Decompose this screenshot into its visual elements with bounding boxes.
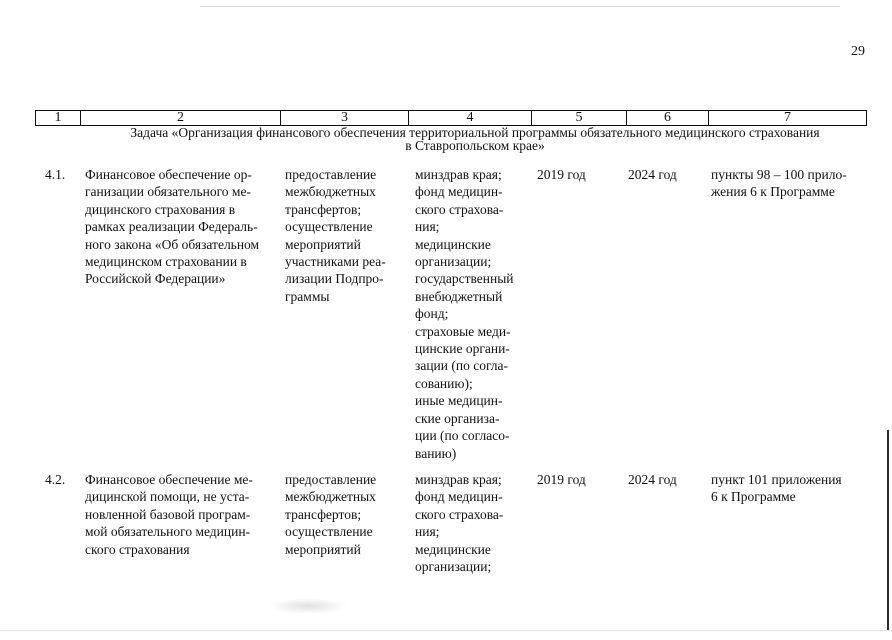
measure-indicators: пункт 101 приложения 6 к Программе xyxy=(711,472,842,505)
column-number-2: 2 xyxy=(81,111,281,126)
column-number-4: 4 xyxy=(409,111,532,126)
end-year: 2024 год xyxy=(628,472,677,487)
column-number-3: 3 xyxy=(281,111,409,126)
scan-smudge xyxy=(268,598,348,614)
measure-executors: минздрав края; фонд медицин- ского страхова- ния; медицинские организации; xyxy=(415,472,504,575)
measure-type: предоставление межбюджетных трансфертов; осуществление мероприятий xyxy=(285,472,377,557)
column-number-7: 7 xyxy=(709,111,867,126)
measure-name: Финансовое обеспечение ме- дицинской помощи, не уста- новленной базовой програм- мой обязательного медицин- ского страхования xyxy=(85,472,253,557)
column-number-1: 1 xyxy=(36,111,81,126)
column-number-header xyxy=(35,110,867,126)
task-title: Задача «Организация финансового обеспечения территориальной программы обязательного медицинского страхования в Ставропольском крае» xyxy=(130,125,820,153)
column-number-5: 5 xyxy=(532,111,627,126)
start-year: 2019 год xyxy=(537,472,586,487)
row-number: 4.2. xyxy=(45,472,66,487)
start-year: 2019 год xyxy=(537,167,586,182)
end-year: 2024 год xyxy=(628,167,677,182)
measure-indicators: пункты 98 – 100 прило- жения 6 к Программе xyxy=(711,167,847,200)
row-number: 4.1. xyxy=(45,167,66,182)
scan-edge-right xyxy=(887,430,889,630)
page-number: 29 xyxy=(851,44,865,59)
measure-type: предоставление межбюджетных трансфертов; осуществление мероприятий участниками реа- лизации Подпро- граммы xyxy=(285,167,386,304)
scan-edge-top xyxy=(200,6,840,7)
column-number-6: 6 xyxy=(627,111,709,126)
scan-edge-bottom xyxy=(0,630,892,631)
column-number-row xyxy=(36,111,867,126)
measure-executors: минздрав края; фонд медицин- ского страхова- ния; медицинские организации; государственный внебюджетный фонд; страховые меди- цинские органи- зации (по согла- сованию); иные медицин- ские организа- ции (по согласо- ванию) xyxy=(415,167,514,461)
measure-name: Финансовое обеспечение ор- ганизации обязательного ме- дицинского страхования в рамках реализации Федераль- ного закона «Об обязательном медицинском страховании в Российской Федерации» xyxy=(85,167,260,287)
